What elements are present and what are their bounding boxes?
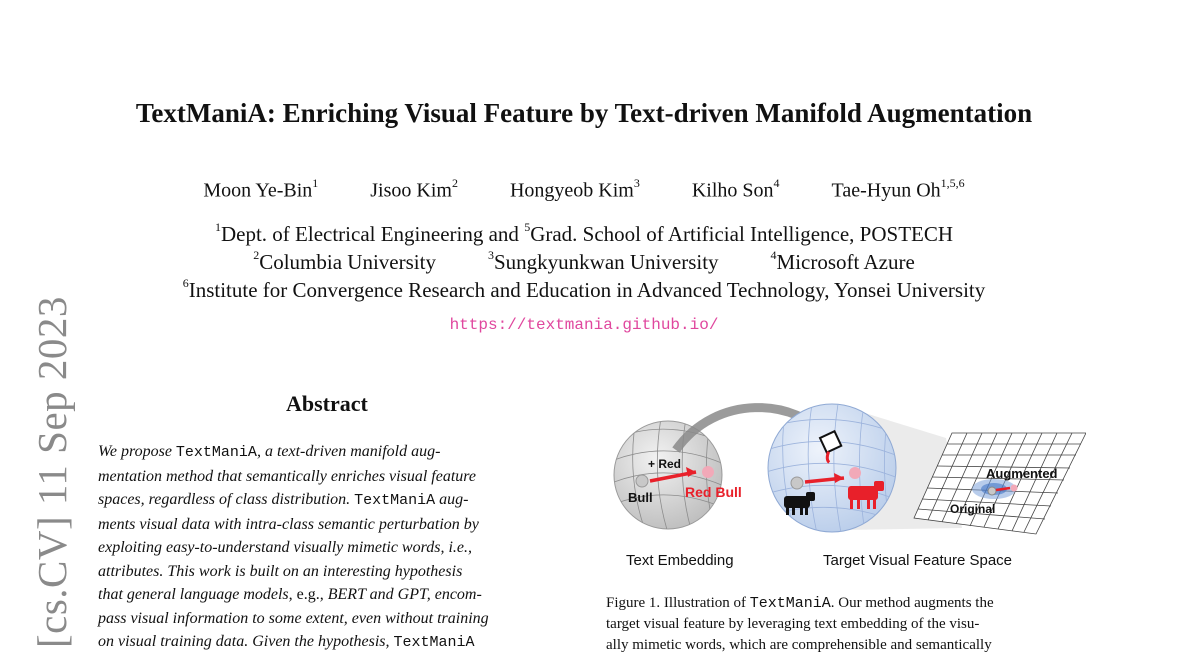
project-url-link[interactable]: https://textmania.github.io/ [449, 316, 719, 334]
author-3: Hongyeob Kim$^3$ [509, 176, 640, 202]
caption-line: ally mimetic words, which are comprehensible and semantically [606, 637, 992, 653]
affiliation-line-2 [0, 250, 1168, 275]
abstract-line: exploiting easy-to-understand visually mimetic words, i.e., [98, 539, 473, 556]
label-augmented: Augmented [986, 466, 1058, 481]
figure-1-caption [606, 593, 1072, 656]
author-1: Moon Ye-Bin$^1$ [203, 176, 319, 202]
affiliation-microsoft: $^4$Microsoft Azure [770, 248, 915, 274]
affiliation-columbia: $^2$Columbia University [253, 248, 436, 274]
label-original: Original [950, 502, 996, 516]
abstract-line: mentation method that semantically enriches visual feature [98, 467, 476, 485]
abstract-line: We propose TextManiA, a text-driven manifold aug- [98, 443, 441, 461]
arxiv-identifier: [cs.CV] 11 Sep 2023 [29, 296, 75, 648]
abstract-line: on visual training data. Given the hypothesis, TextManiA [98, 633, 475, 651]
affiliation-line-1: $^1$Dept. of Electrical Engineering and $^5$Grad. School of Artificial Intelligence, POSTECH [214, 220, 954, 246]
label-plus-red: + Red [648, 457, 682, 471]
affiliation-skku: $^3$Sungkyunkwan University [487, 248, 719, 274]
affiliation-line-3: $^6$Institute for Convergence Research and Education in Advanced Technology, Yonsei University [182, 276, 986, 302]
abstract-line: that general language models, e.g., BERT and GPT, encom- [98, 586, 482, 603]
caption-text-embedding: Text Embedding [626, 552, 734, 569]
abstract-heading: Abstract [286, 391, 368, 416]
caption-target-space: Target Visual Feature Space [823, 552, 1013, 569]
abstract-line: pass visual information to some extent, even without training [98, 609, 489, 627]
abstract-line: attributes. This work is built on an interesting hypothesis [98, 562, 463, 580]
author-4: Kilho Son$^4$ [691, 176, 780, 202]
caption-line: target visual feature by leveraging text embedding of the visu- [606, 616, 980, 632]
caption-line: Figure 1. Illustration of TextManiA. Our method augments the [606, 595, 994, 612]
abstract-line: ments visual data with intra-class semantic perturbation by [98, 515, 479, 533]
label-bull: Bull [628, 490, 653, 505]
abstract-line: spaces, regardless of class distribution. TextManiA aug- [98, 491, 469, 509]
figure-1-illustration [606, 398, 1086, 583]
author-2: Jisoo Kim$^2$ [370, 176, 458, 202]
abstract-body [98, 440, 564, 655]
label-red-bull: Red Bull [685, 484, 742, 500]
text-embedding-sphere [614, 418, 724, 533]
paper-title: TextManiA: Enriching Visual Feature by Text-driven Manifold Augmentation [135, 98, 1033, 128]
author-list [0, 178, 1168, 203]
author-5: Tae-Hyun Oh$^{1,5,6}$ [831, 176, 965, 202]
